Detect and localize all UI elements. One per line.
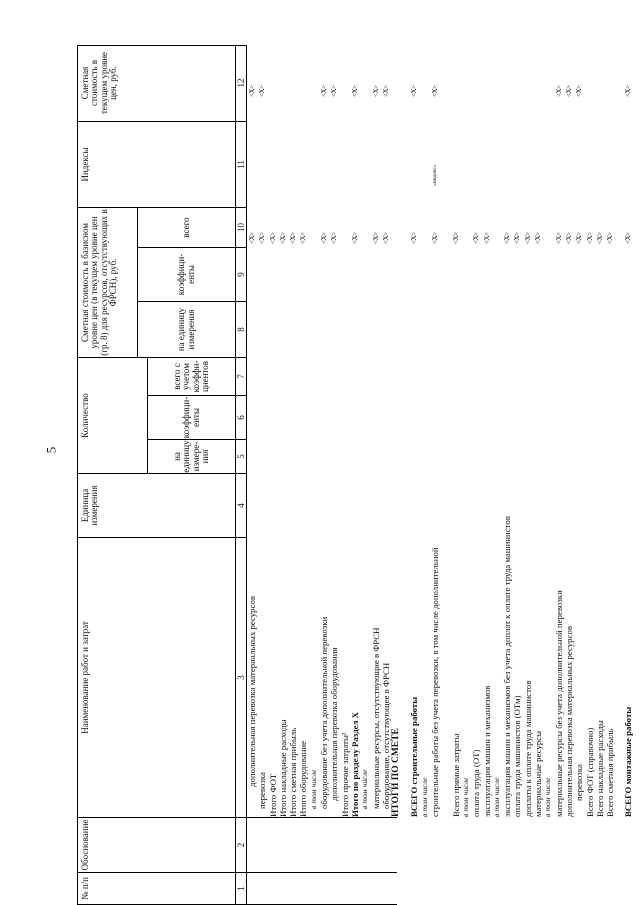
page-number: 5 [43,446,59,454]
table-row [381,45,391,905]
row-name: Итого по разделу Раздел X [349,711,360,817]
header-current-cost: Сметная стоимость в текущем уровне цен, руб. [77,45,235,122]
row-name: оплата труда (ОТ) [471,749,482,817]
num-7: 7 [235,358,247,396]
num-6: 6 [235,396,247,440]
header-c-total: всего [137,208,235,248]
header-c-unit: на единицу измерения [137,302,235,358]
col10-marker: <X> [606,232,615,244]
col12-marker: <X> [410,85,419,97]
row-name: ИТОГИ ПО СМЕТЕ [391,728,402,817]
row-gap [615,45,623,905]
col12-marker: <X> [624,85,633,97]
col10-marker: <X> [299,232,308,244]
row-name: Итого сметная прибыль [288,727,299,817]
row-name: эксплуатация машин и механизмов [481,685,492,817]
table-row [461,45,471,905]
row-name: материальные ресурсы без учета дополнительной перевозки [553,590,564,817]
row-name: Всего накладные расходы [594,720,605,817]
col10-marker: <X> [472,232,481,244]
col12-marker: <X> [554,85,563,97]
col10-marker: <X> [330,232,339,244]
table-row [329,45,339,905]
header-col-number: № п/п [77,873,235,905]
table-row [605,45,615,905]
col10-marker: <X> [451,232,460,244]
header-col-unit: Единица измерения [77,474,235,538]
col12-marker: <X> [258,85,267,97]
table-row [585,45,595,905]
col12-marker: <X> [248,85,256,97]
table-row [340,45,350,905]
row-name: в том числе [491,777,501,817]
col10-marker: <X> [289,232,298,244]
table-row [543,45,553,905]
row-name: строительные работы без учета перевозки, в том числе дополнительной [430,547,441,817]
col10-marker: <X> [575,232,584,244]
table-row [574,45,584,905]
row-name: Итого прочие затраты² [339,732,350,817]
num-11: 11 [235,122,247,208]
num-9: 9 [235,248,247,302]
table-row [420,45,430,905]
col10-marker: <X> [381,232,390,244]
col10-marker: <X> [371,232,380,244]
col10-marker: <X> [258,232,267,244]
num-4: 4 [235,474,247,538]
col10-marker: <X> [513,232,522,244]
table-row [440,45,450,905]
table-header [77,45,247,905]
table-row [492,45,502,905]
header-indexes: Индексы [77,122,235,208]
row-name: дополнительная перевозка материальных ресурсов [563,625,574,817]
col10-marker: <X> [534,232,543,244]
row-name: доплаты к оплате труда машинистов [522,680,533,817]
header-q-total: всего с учетом коэффи-циентов [147,358,235,396]
col10-marker: <X> [554,232,563,244]
row-name: Итого оборудование [298,740,309,817]
table-row [391,45,401,905]
table-row [533,45,543,905]
col10-marker: <X> [350,232,359,244]
col12-marker: <X> [575,85,584,97]
col12-marker: <X> [381,85,390,97]
row-name: оборудование без учета дополнительной перевозки [319,616,330,809]
table-row [371,45,381,905]
num-2: 2 [235,818,247,873]
table-row [502,45,512,905]
table-row [288,45,298,905]
col10-marker: <X> [564,232,573,244]
row-name: дополнительная перевозка оборудования [329,647,340,801]
header-q-unit: на единицу измере-ния [147,440,235,474]
table-row [623,45,633,905]
num-3: 3 [235,538,247,818]
col12-marker: <X> [564,85,573,97]
row-name: ВСЕГО строительные работы [409,696,420,817]
table-row [409,45,419,905]
col10-marker: <X> [431,232,440,244]
num-1: 1 [235,873,247,905]
col10-marker: <X> [503,232,512,244]
num-12: 12 [235,45,247,122]
row-name: Всего прямые затраты [450,733,461,817]
col10-marker: <X> [268,232,277,244]
col12-marker: <X> [350,85,359,97]
table-row [595,45,605,905]
col12-marker: <X> [330,85,339,97]
table-row [350,45,360,905]
row-name: в том числе [419,777,429,817]
col10-marker: <X> [320,232,329,244]
num-8: 8 [235,302,247,358]
col10-marker: <X> [248,232,256,244]
col10-marker: <X> [624,232,633,244]
row-name: оборудование, отсутствующее в ФРСН [380,662,391,809]
row-name: материальные ресурсы, отсутствующие в ФРСН [370,627,381,809]
table-row [512,45,522,905]
row-name: в том числе [460,777,470,817]
table-row [451,45,461,905]
row-name: в том числе [360,769,370,809]
col10-marker: <X> [595,232,604,244]
table-row [471,45,481,905]
table-body [247,45,634,905]
col12-marker: <X> [371,85,380,97]
col12-marker: <X> [431,85,440,97]
col10-marker: <X> [585,232,594,244]
table-row [298,45,308,905]
table-row [257,45,267,905]
num-5: 5 [235,440,247,474]
row-name: материальные ресурсы [533,730,544,817]
table-row [268,45,278,905]
rotated-table [77,45,637,905]
table-row [523,45,533,905]
col11-marker: «индекс» [432,164,439,186]
col10-marker: <X> [410,232,419,244]
row-gap [401,45,409,905]
header-q-coef: коэффици-енты [147,396,235,440]
col12-marker: <X> [320,85,329,97]
table-row [278,45,288,905]
row-name: в том числе [543,777,553,817]
table-row [430,45,440,905]
num-10: 10 [235,208,247,248]
row-name: эксплуатация машин и механизмов без учета доплат к оплате труда машинистов [502,516,513,817]
col10-marker: <X> [523,232,532,244]
header-c-coef: коэффици-енты [137,248,235,302]
row-name: Всего сметная прибыль [605,728,616,817]
row-name: перевозка [257,772,268,809]
row-name: Итого накладные расходы [277,719,288,817]
row-name: Всего ФОТ (справочно) [584,727,595,817]
table-row [482,45,492,905]
row-name: оплата труда машинистов (ОТм) [512,695,523,817]
row-name: Итого ФОТ [267,773,278,817]
row-name: ВСЕГО монтажные работы [623,706,634,817]
row-name: в том числе [308,769,318,809]
table-row [247,45,257,905]
table-row [319,45,329,905]
row-name: перевозка [574,764,585,801]
header-col-basis: Обоснование [77,818,235,873]
header-quantity: Количество [77,358,147,474]
header-col-name: Наименование работ и затрат [77,538,235,818]
table-row [309,45,319,905]
col10-marker: <X> [482,232,491,244]
table-row [554,45,564,905]
table-row [564,45,574,905]
col10-marker: <X> [278,232,287,244]
header-cost-base: Сметная стоимость в базисном уровне цен (в текущем уровне цен (гр. 8) для ресурсов, отсутствующих в ФРСН), руб. [77,208,137,358]
row-name: дополнительная перевозка материальных ресурсов [247,595,257,787]
table-row [360,45,370,905]
